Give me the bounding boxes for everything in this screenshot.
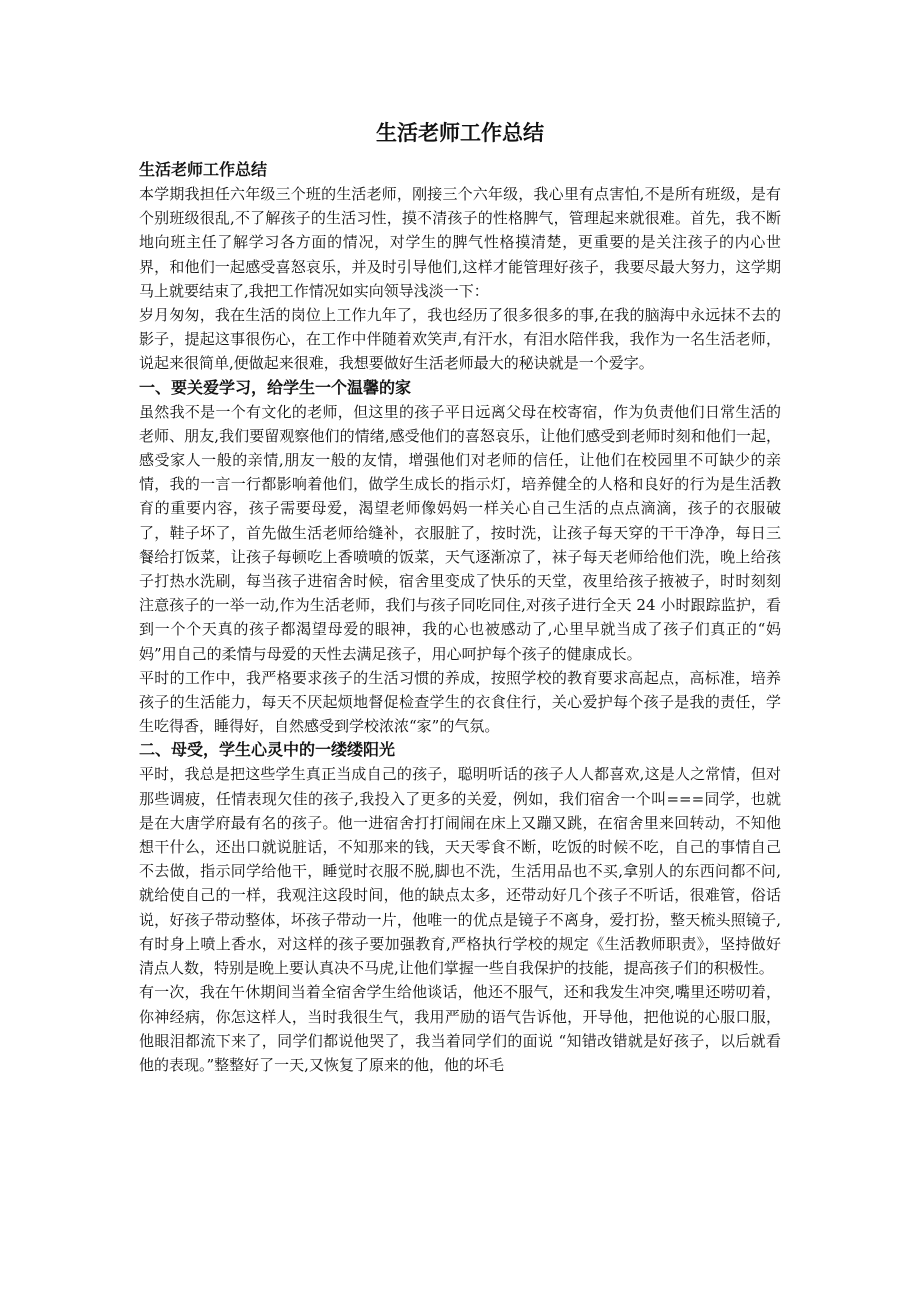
paragraph-2: 岁月匆匆，我在生活的岗位上工作九年了，我也经历了很多很多的事,在我的脑海中永远抹不去的影子，提起这事很伤心，在工作中伴随着欢笑声,有汗水，有泪水陪伴我，我作为一名生活老师，说起来很简单,便做起来很难，我想要做好生活老师最大的秘诀就是一个爱字。 (139, 306, 781, 373)
section-2-paragraph-2: 有一次，我在午休期间当着全宿舍学生给他谈话，他还不服气，还和我发生冲突,嘴里还唠叨着，你神经病，你怎这样人，当时我很生气，我用严励的语气告诉他，开导他，把他说的心服口服，他眼泪都流下来了，同学们都说他哭了，我当着同学们的面说 “知错改错就是好孩子，以后就看他的表现。”整整好了一天,又恢复了原来的他，他的坏毛 (139, 983, 781, 1074)
intro-paragraph: 本学期我担任六年级三个班的生活老师，刚接三个六年级，我心里有点害怕,不是所有班级，是有个别班级很乱,不了解孩子的生活习性，摸不清孩子的性格脾气，管理起来就很难。首先，我不断地向班主任了解学习各方面的情况，对学生的脾气性格摸清楚，更重要的是关注孩子的内心世界，和他们一起感受喜怒哀乐，并及时引导他们,这样才能管理好孩子，我要尽最大努力，这学期马上就要结束了,我把工作情况如实向领导浅淡一下： (139, 185, 781, 300)
section-2-paragraph-1: 平时，我总是把这些学生真正当成自己的孩子，聪明听话的孩子人人都喜欢,这是人之常情，但对那些调疲，任情表现欠佳的孩子,我投入了更多的关爱，例如，我们宿舍一个叫===同学，也就是在大唐学府最有名的孩子。他一进宿舍打打闹闹在床上又蹦又跳，在宿舍里来回转动，不知他想干什么，还出口就说脏话，不知那来的钱，天天零食不断，吃饭的时候不吃，自己的事情自己不去做，指示同学给他干，睡觉时衣服不脱,脚也不洗，生活用品也不买,拿别人的东西问都不问,就给使自己的一样，我观注这段时间，他的缺点太多，还带动好几个孩子不听话，很难管，俗话说，好孩子带动整体，坏孩子带动一片，他唯一的优点是镜子不离身，爱打扮，整天梳头照镜子,有时身上喷上香水，对这样的孩子要加强教育,严格执行学校的规定《生活教师职责》，坚持做好清点人数，特别是晚上要认真决不马虎,让他们掌握一些自我保护的技能，提高孩子们的积极性。 (139, 765, 781, 978)
document-subtitle: 生活老师工作总结 (139, 160, 268, 179)
section-1-heading: 一、要关爱学习，给学生一个温馨的家 (139, 377, 412, 397)
document-title: 生活老师工作总结 (376, 121, 544, 145)
section-2-heading: 二、母受，学生心灵中的一缕缕阳光 (139, 740, 396, 760)
section-1-paragraph-2: 平时的工作中，我严格要求孩子的生活习惯的养成，按照学校的教育要求高起点，高标准，培养孩子的生活能力，每天不厌起烦地督促检查学生的衣食住行，关心爱护每个孩子是我的责任，学生吃得香，睡得好，自然感受到学校浓浓“家”的气氛。 (139, 668, 781, 736)
document-page (139, 118, 781, 1077)
section-1-paragraph-1: 虽然我不是一个有文化的老师，但这里的孩子平日远离父母在校寄宿，作为负责他们日常生活的老师、朋友,我们要留观察他们的情绪,感受他们的喜怒哀乐，让他们感受到老师时刻和他们一起，感受家人一般的亲情,朋友一般的友情，增强他们对老师的信任，让他们在校园里不可缺少的亲情，我的一言一行都影响着他们，做学生成长的指示灯，培养健全的人格和良好的行为是生活教育的重要内容，孩子需要母爱，渴望老师像妈妈一样关心自己生活的点点滴滴，孩子的衣服破了，鞋子坏了，首先做生活老师给缝补，衣服脏了，按时洗，让孩子每天穿的干干净净，每日三餐给打饭菜，让孩子每顿吃上香喷喷的饭菜，天气逐渐凉了，袜子每天老师给他们洗，晚上给孩子打热水洗刷，每当孩子进宿舍时候，宿舍里变成了快乐的天堂，夜里给孩子掖被子，时时刻刻注意孩子的一举一动,作为生活老师，我们与孩子同吃同住,对孩子进行全天 24 小时跟踪监护，看到一个个天真的孩子都渴望母爱的眼神，我的心也被感动了,心里早就当成了孩子们真正的“妈妈”用自己的柔情与母爱的天性去满足孩子，用心呵护每个孩子的健康成长。 (139, 402, 781, 663)
